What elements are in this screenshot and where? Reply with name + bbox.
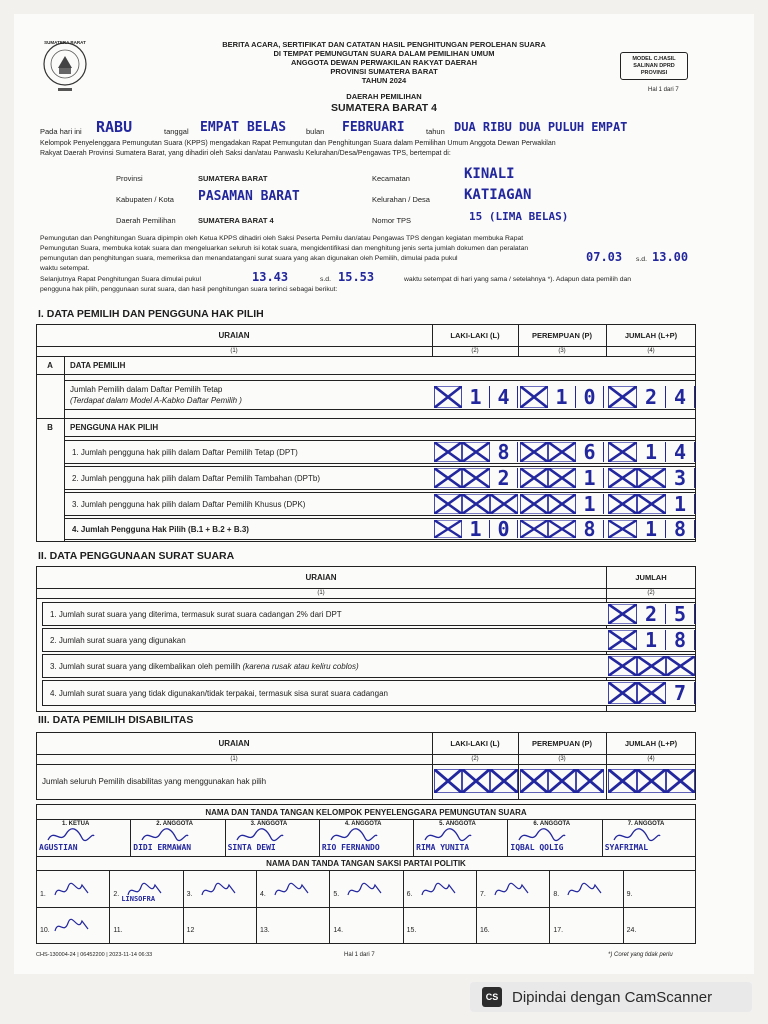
sig-divider — [602, 819, 603, 856]
footer-note: *) Coret yang tidak perlu — [608, 952, 673, 958]
s1-a1-text-1: Jumlah Pemilih dalam Daftar Pemilih Tetap — [70, 385, 223, 394]
s3-p-x-mark — [520, 769, 548, 793]
witness-signature-scribble — [492, 879, 532, 901]
s2-col-jumlah: JUMLAH — [635, 573, 667, 582]
witness-number: 4. — [260, 891, 266, 898]
s2-r1-digit: 5 — [666, 604, 695, 624]
s1-a1-p-x-mark — [520, 386, 548, 408]
witness-number: 14. — [333, 927, 344, 934]
s1-col-p: PEREMPUAN (P) — [531, 331, 592, 340]
end-time: 13.00 — [652, 250, 689, 264]
sig-divider — [36, 870, 696, 871]
kpps-member-name: IQBAL QOLIG — [510, 843, 564, 852]
s3-j-x-mark — [637, 769, 666, 793]
witness-signature-scribble — [199, 879, 239, 901]
s1-b2-j-x-mark — [608, 468, 637, 488]
para-line-4: waktu setempat. — [40, 265, 90, 272]
sig-divider — [403, 907, 404, 943]
sig-divider — [183, 871, 184, 907]
sig-divider — [36, 907, 696, 908]
s1-b3-text: 3. Jumlah pengguna hak pilih dalam Daftar Pemilih Khusus (DPK) — [72, 499, 306, 509]
s3-num-1: (1) — [230, 756, 238, 762]
header-line-3: ANGGOTA DEWAN PERWAKILAN RAKYAT DAERAH — [290, 58, 478, 67]
s1-num-1: (1) — [230, 348, 238, 354]
s3-col-p: PEREMPUAN (P) — [531, 739, 592, 748]
s1-b2-p-digit: 1 — [576, 468, 604, 488]
kpps-role: 6. ANGGOTA — [533, 821, 571, 827]
header-line-4: PROVINSI SUMATERA BARAT — [330, 67, 438, 76]
s1-b2-j-x-mark — [637, 468, 666, 488]
sig-divider — [130, 819, 131, 856]
witness-number: 17. — [553, 927, 564, 934]
s1-b4-p-digit: 8 — [576, 520, 604, 538]
witness-number: 9. — [626, 891, 633, 898]
s1-b4-l-x-mark — [434, 520, 462, 538]
s3-j-x-mark — [666, 769, 695, 793]
s3-l-x-mark — [490, 769, 518, 793]
s1-b2-text: 2. Jumlah pengguna hak pilih dalam Daftar Pemilih Tambahan (DPTb) — [72, 473, 320, 483]
sig-divider — [109, 907, 110, 943]
s1-b3-l-x-mark — [490, 494, 518, 514]
kpps-member-name: RIO FERNANDO — [321, 843, 380, 852]
s2-r2-digit: 1 — [637, 630, 666, 650]
sig-divider — [413, 819, 414, 856]
witness-signature-scribble — [52, 915, 92, 937]
s3-p-x-mark — [576, 769, 604, 793]
tanggal-label: tanggal — [164, 127, 189, 136]
s1-col-l: LAKI-LAKI (L) — [450, 331, 500, 340]
s1-divider — [36, 374, 696, 375]
kpps-member-name: SINTA DEWI — [227, 843, 276, 852]
para-line-3: pemungutan dan penghitungan suara, memeriksa dan menandatangani surat suara yang akan digunakan oleh Pemilih, dimulai pada pukul — [40, 255, 458, 262]
s1-b1-j-x-mark — [608, 442, 637, 462]
kpps-member-name: AGUSTIAN — [39, 843, 78, 852]
s3-divider — [36, 764, 696, 765]
s2-r3-x-mark — [637, 656, 666, 676]
s1-b4-l-digit: 0 — [490, 520, 518, 538]
s1-a1-l-digit: 4 — [490, 386, 518, 408]
s1-b4-p-x-mark — [520, 520, 548, 538]
s1-b1-j-digit: 4 — [666, 442, 695, 462]
kpps-role: 3. ANGGOTA — [250, 821, 288, 827]
s1-b1-l-x-mark — [462, 442, 490, 462]
tps-value: 15 (LIMA BELAS) — [469, 210, 569, 223]
tanggal-value: EMPAT BELAS — [200, 120, 287, 135]
s1-b2-l-x-mark — [462, 468, 490, 488]
s3-num-3: (3) — [558, 756, 566, 762]
s1-b3-p-x-mark — [520, 494, 548, 514]
s1-num-2: (2) — [471, 348, 479, 354]
kabupaten-value: PASAMAN BARAT — [198, 189, 300, 204]
camscanner-badge — [470, 982, 752, 1012]
witness-signature-scribble — [272, 879, 312, 901]
pada-hari-label: Pada hari ini — [40, 127, 82, 136]
footer-code: CHS-130004-24 | 06452200 | 2023-11-14 06:33 — [36, 952, 153, 958]
sig-divider — [329, 907, 330, 943]
logo-caption: SUMATERA BARAT — [44, 40, 86, 45]
witness-number: 10. — [40, 927, 50, 934]
s1-b1-p-x-mark — [520, 442, 548, 462]
witness-number: 15. — [406, 927, 417, 934]
witness-number: 8. — [553, 891, 560, 898]
kpps-member-name: SYAFRIMAL — [604, 843, 649, 852]
tps-label: Nomor TPS — [372, 216, 412, 225]
kpps-role: 2. ANGGOTA — [156, 821, 193, 827]
para-line-1: Pemungutan dan Penghitungan Suara dipimpin oleh Ketua KPPS dihadiri oleh Saksi Peserta Pemilu dan/atau Pengawas TPS dengan kegiatan membuka Rapat — [40, 235, 524, 242]
tahun-label: tahun — [426, 127, 445, 136]
dapil-title: SUMATERA BARAT 4 — [331, 102, 437, 114]
s1-divider — [36, 356, 696, 357]
s1-a-label: A — [47, 360, 53, 370]
s1-b4-p-x-mark — [548, 520, 576, 538]
kpps-role: 1. KETUA — [62, 821, 90, 827]
s1-col-uraian: URAIAN — [218, 331, 250, 340]
kpps-role: 4. ANGGOTA — [344, 821, 382, 827]
para-line-5a: Selanjutnya Rapat Penghitungan Suara dimulai pukul — [40, 276, 201, 283]
sig-divider — [476, 907, 477, 943]
para-line-5b: waktu setempat di hari yang sama / setelahnya *). Adapun data pemilih dan — [404, 276, 632, 283]
witness-signature-scribble — [52, 879, 92, 901]
s3-p-x-mark — [548, 769, 576, 793]
s2-col-uraian: URAIAN — [305, 573, 337, 582]
s1-a1-l-x-mark — [434, 386, 462, 408]
sig-divider — [329, 871, 330, 907]
sig-divider — [256, 871, 257, 907]
s1-b1-l-digit: 8 — [490, 442, 518, 462]
s1-b2-l-x-mark — [434, 468, 462, 488]
sig-divider — [319, 819, 320, 856]
s1-a1-j-digit: 4 — [666, 386, 695, 408]
sig-divider — [183, 907, 184, 943]
s1-b1-p-digit: 6 — [576, 442, 604, 462]
s3-num-2: (2) — [471, 756, 479, 762]
s1-b1-j-digit: 1 — [637, 442, 666, 462]
kpps-title: NAMA DAN TANDA TANGAN KELOMPOK PENYELENGGARA PEMUNGUTAN SUARA — [205, 807, 527, 817]
s3-col-l: LAKI-LAKI (L) — [450, 739, 500, 748]
s1-b2-p-x-mark — [548, 468, 576, 488]
kpps-member-name: RIMA YUNITA — [416, 843, 470, 852]
s3-l-x-mark — [434, 769, 462, 793]
s2-r1-text: 1. Jumlah surat suara yang diterima, termasuk surat suara cadangan 2% dari DPT — [50, 609, 342, 619]
s1-b4-text: 4. Jumlah Pengguna Hak Pilih (B.1 + B.2 + B.3) — [72, 524, 249, 534]
s1-a1-p-digit: 1 — [548, 386, 576, 408]
s1-b3-l-x-mark — [462, 494, 490, 514]
s1-b-label: B — [47, 422, 53, 432]
s1-b3-p-x-mark — [548, 494, 576, 514]
s1-a1-l-digit: 1 — [462, 386, 490, 408]
s2-r1-digit: 2 — [637, 604, 666, 624]
footer-page: Hal 1 dari 7 — [344, 952, 375, 958]
kelurahan-label: Kelurahan / Desa — [372, 195, 430, 204]
sig-divider — [476, 871, 477, 907]
bulan-label: bulan — [306, 127, 325, 136]
kpu-logo — [40, 40, 90, 96]
kelurahan-value: KATIAGAN — [464, 187, 532, 203]
s1-b4-j-digit: 8 — [666, 520, 695, 538]
s1-b2-j-digit: 3 — [666, 468, 695, 488]
witness-number: 3. — [186, 891, 193, 898]
s1-b1-p-x-mark — [548, 442, 576, 462]
witness-number: 11. — [113, 927, 123, 934]
s2-r3-text-a: 3. Jumlah surat suara yang dikembalikan oleh pemilih — [50, 661, 241, 671]
witness-number: 16. — [480, 927, 490, 934]
witness-number: 6. — [406, 891, 413, 898]
s2-r2-digit: 8 — [666, 630, 695, 650]
document-sheet — [14, 14, 754, 974]
s1-b1-text: 1. Jumlah pengguna hak pilih dalam Daftar Pemilih Tetap (DPT) — [72, 447, 298, 457]
intro-text-1: Kelompok Penyelenggara Pemungutan Suara (KPPS) mengadakan Rapat Pemungutan dan Penghitungan Suara dalam Pemilihan Umum Anggota Dewan Perwakilan — [40, 140, 556, 147]
s1-b4-j-x-mark — [608, 520, 637, 538]
witness-number: 5. — [333, 891, 340, 898]
s2-r2-text: 2. Jumlah surat suara yang digunakan — [50, 635, 186, 645]
provinsi-value: SUMATERA BARAT — [198, 174, 268, 183]
s2-r2-x-mark — [608, 630, 637, 650]
s2-r4-x-mark — [637, 682, 666, 704]
s1-divider — [64, 436, 696, 437]
sig-divider — [225, 819, 226, 856]
page-indicator-top: Hal 1 dari 7 — [648, 87, 679, 93]
s2-r4-x-mark — [608, 682, 637, 704]
camscanner-logo-icon: CS — [482, 987, 502, 1007]
sig-divider — [549, 907, 550, 943]
s1-b3-j-x-mark — [637, 494, 666, 514]
s2-r3-text-b: (karena rusak atau keliru coblos) — [242, 661, 359, 671]
s2-r3-x-mark — [666, 656, 695, 676]
s1-num-3: (3) — [558, 348, 566, 354]
section2-title: II. DATA PENGGUNAAN SURAT SUARA — [38, 550, 235, 562]
witness-name: LINSOFRA — [121, 895, 156, 903]
header-line-1: BERITA ACARA, SERTIFIKAT DAN CATATAN HASIL PENGHITUNGAN PEROLEHAN SUARA — [222, 40, 546, 49]
s2-r4-text: 4. Jumlah surat suara yang tidak digunakan/tidak terpakai, termasuk sisa surat suara cadangan — [50, 688, 388, 698]
witness-number: 12 — [186, 927, 195, 934]
witness-title: NAMA DAN TANDA TANGAN SAKSI PARTAI POLITIK — [266, 859, 466, 868]
s2-r4-digit: 7 — [666, 682, 695, 704]
s1-b2-p-x-mark — [520, 468, 548, 488]
s1-b1-l-x-mark — [434, 442, 462, 462]
sig-divider — [549, 871, 550, 907]
s1-a1-p-digit: 0 — [576, 386, 604, 408]
daerah-label: Daerah Pemilihan — [116, 216, 176, 225]
s1-b3-p-digit: 1 — [576, 494, 604, 514]
s3-j-x-mark — [608, 769, 637, 793]
s1-b3-l-x-mark — [434, 494, 462, 514]
sig-divider — [623, 871, 624, 907]
witness-number: 2. — [113, 891, 120, 898]
para-line-2: Pemungutan Suara, membuka kotak suara dan mengeluarkan seluruh isi kotak suara, mengidentifikasi dan menghitung jenis serta jumlah dokumen dan peralatan — [40, 245, 529, 252]
model-box — [620, 52, 688, 80]
section1-title: I. DATA PEMILIH DAN PENGGUNA HAK PILIH — [38, 308, 264, 320]
para-line-6: pengguna hak pilih, penggunaan surat suara, dan hasil penghitungan suara terinci sebagai berikut: — [40, 286, 338, 293]
s2-divider — [36, 598, 696, 599]
s1-b4-j-digit: 1 — [637, 520, 666, 538]
kpps-role: 7. ANGGOTA — [627, 821, 665, 827]
count-end-time: 15.53 — [338, 270, 375, 284]
s2-r1-x-mark — [608, 604, 637, 624]
s1-a-title: DATA PEMILIH — [70, 360, 126, 370]
camscanner-text: Dipindai dengan CamScanner — [512, 988, 713, 1006]
kecamatan-value: KINALI — [464, 166, 515, 182]
s2-r3-text — [50, 654, 359, 678]
s1-a1-j-digit: 2 — [637, 386, 666, 408]
provinsi-label: Provinsi — [116, 174, 143, 183]
witness-signature-scribble — [419, 879, 459, 901]
tahun-value: DUA RIBU DUA PULUH EMPAT — [454, 120, 628, 134]
sig-divider — [109, 871, 110, 907]
witness-number: 13. — [260, 927, 270, 934]
witness-number: 24. — [626, 927, 637, 934]
s3-col-j: JUMLAH (L+P) — [624, 739, 678, 748]
sig-divider — [507, 819, 508, 856]
bulan-value: FEBRUARI — [342, 120, 405, 135]
dapil-label: DAERAH PEMILIHAN — [346, 92, 422, 101]
daerah-value: SUMATERA BARAT 4 — [198, 216, 274, 225]
s3-num-4: (4) — [647, 756, 655, 762]
start-time: 07.03 — [586, 250, 623, 264]
witness-signature-scribble — [565, 879, 605, 901]
kpps-role: 5. ANGGOTA — [439, 821, 476, 827]
s1-b-title: PENGGUNA HAK PILIH — [70, 422, 159, 432]
s1-num-4: (4) — [647, 348, 655, 354]
witness-signature-scribble — [345, 879, 385, 901]
count-start-time: 13.43 — [252, 270, 289, 284]
hari-value: RABU — [96, 118, 133, 136]
kabupaten-label: Kabupaten / Kota — [116, 195, 174, 204]
sd-label-1: s.d. — [636, 256, 647, 263]
s3-r1-text: Jumlah seluruh Pemilih disabilitas yang menggunakan hak pilih — [42, 776, 267, 786]
sig-divider — [403, 871, 404, 907]
s1-col-j: JUMLAH (L+P) — [624, 331, 678, 340]
sig-divider — [623, 907, 624, 943]
witness-number: 7. — [480, 891, 486, 898]
s3-l-x-mark — [462, 769, 490, 793]
sd-label-2: s.d. — [320, 276, 331, 283]
s1-b4-l-digit: 1 — [462, 520, 490, 538]
kpps-member-name: DIDI ERMAWAN — [133, 843, 192, 852]
header-line-5: TAHUN 2024 — [361, 76, 407, 85]
section3-title: III. DATA PEMILIH DISABILITAS — [38, 714, 194, 726]
sig-divider — [36, 819, 696, 820]
header-line-2: DI TEMPAT PEMUNGUTAN SUARA DALAM PEMILIHAN UMUM — [273, 49, 495, 58]
s1-b3-j-x-mark — [608, 494, 637, 514]
s2-num-2: (2) — [647, 590, 655, 596]
kecamatan-label: Kecamatan — [372, 174, 410, 183]
witness-number: 1. — [40, 891, 46, 898]
s3-col-uraian: URAIAN — [218, 739, 250, 748]
s2-num-1: (1) — [317, 590, 325, 596]
s1-b2-l-digit: 2 — [490, 468, 518, 488]
sig-divider — [256, 907, 257, 943]
model-box-text: MODEL C.HASIL SALINAN DPRD PROVINSI — [632, 56, 676, 76]
s1-b3-j-digit: 1 — [666, 494, 695, 514]
s2-r3-x-mark — [608, 656, 637, 676]
s1-a1-j-x-mark — [608, 386, 637, 408]
s1-a1-text-2: (Terdapat dalam Model A-Kabko Daftar Pemilih ) — [70, 396, 242, 405]
intro-text-2: Rakyat Daerah Provinsi Sumatera Barat, yang dihadiri oleh Saksi dan/atau Panwaslu Kelurahan/Desa/Pengawas TPS, bertempat di: — [40, 150, 451, 157]
